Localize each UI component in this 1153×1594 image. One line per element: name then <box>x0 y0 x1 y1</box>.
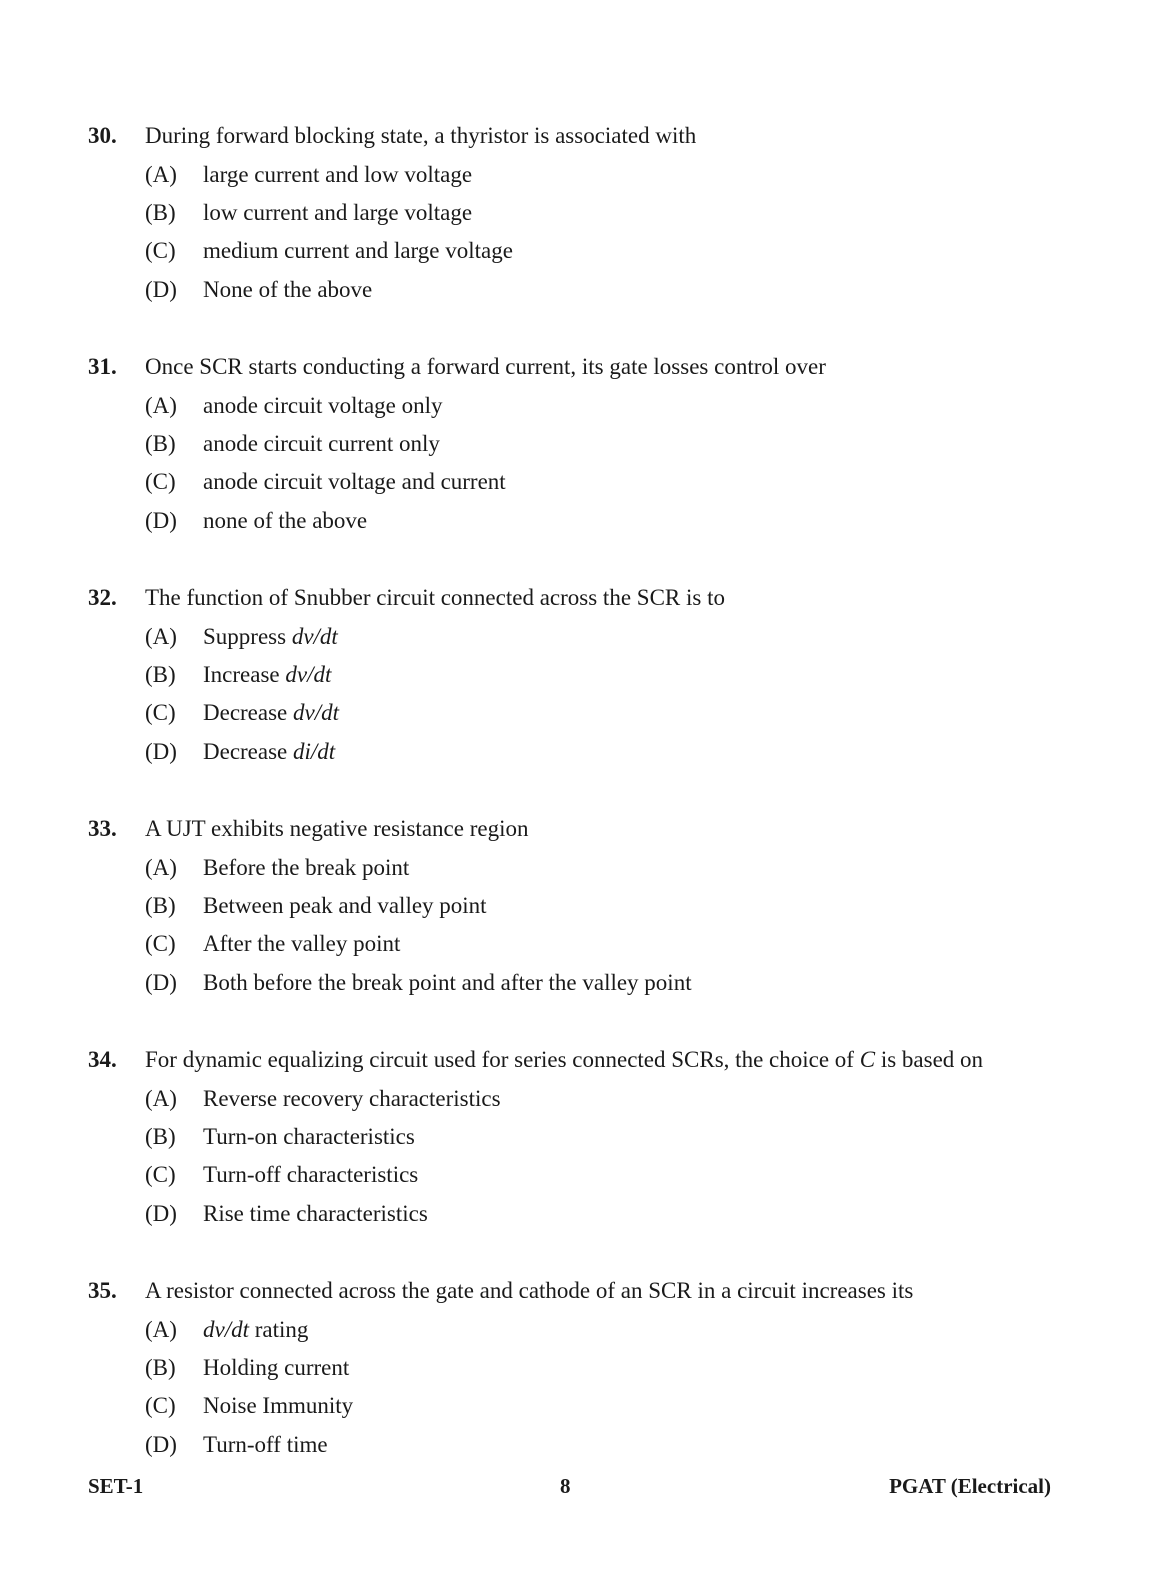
option-b <box>0 891 1153 921</box>
option-c <box>0 1160 1153 1190</box>
option-b <box>0 429 1153 459</box>
set-label: SET-1 <box>88 1474 144 1498</box>
option-text-plain: rating <box>249 1317 309 1342</box>
option-d <box>0 275 1153 305</box>
option-a <box>0 622 1153 652</box>
option-label: (C) <box>145 238 176 263</box>
option-label: (A) <box>145 162 177 187</box>
option-label: (C) <box>145 931 176 956</box>
option-c <box>0 929 1153 959</box>
option-a <box>0 1084 1153 1114</box>
option-b <box>0 1122 1153 1152</box>
option-label: (B) <box>145 1355 176 1380</box>
option-text-italic: dv/dt <box>203 1317 249 1342</box>
option-text <box>203 698 339 728</box>
option-label: (D) <box>145 1201 177 1226</box>
option-text-italic: di/dt <box>293 739 336 764</box>
option-b <box>0 660 1153 690</box>
option-label: (B) <box>145 893 176 918</box>
option-label: (D) <box>145 1432 177 1457</box>
option-text-plain: Suppress <box>203 624 292 649</box>
option-label: (C) <box>145 1162 176 1187</box>
question-number: 32. <box>88 585 117 610</box>
question-number: 33. <box>88 816 117 841</box>
question-stem: A resistor connected across the gate and cathode of an SCR in a circuit increases its <box>145 1278 914 1303</box>
option-text-italic: dv/dt <box>285 662 332 687</box>
option-text-italic: dv/dt <box>291 624 338 649</box>
option-text-plain: Increase <box>203 662 286 687</box>
option-label: (A) <box>145 855 177 880</box>
option-a <box>0 160 1153 190</box>
option-label: (D) <box>145 970 177 995</box>
option-label: (A) <box>145 393 177 418</box>
option-text: anode circuit voltage only <box>203 393 443 418</box>
option-d <box>0 506 1153 536</box>
option-label: (A) <box>145 624 177 649</box>
option-text: Turn-off characteristics <box>203 1162 419 1187</box>
option-text <box>203 622 338 652</box>
option-a <box>0 1315 1153 1345</box>
option-c <box>0 236 1153 266</box>
question-stem: A UJT exhibits negative resistance region <box>145 816 529 841</box>
question-number: 31. <box>88 354 117 379</box>
question-stem: During forward blocking state, a thyristor is associated with <box>145 123 697 148</box>
option-text: Rise time characteristics <box>203 1201 428 1226</box>
option-c <box>0 467 1153 497</box>
option-text: Holding current <box>203 1355 350 1380</box>
option-text <box>203 1315 308 1345</box>
option-b <box>0 1353 1153 1383</box>
option-text: Turn-off time <box>203 1432 328 1457</box>
option-text: anode circuit current only <box>203 431 440 456</box>
page-footer <box>0 1471 1153 1501</box>
question-stem: The function of Snubber circuit connected across the SCR is to <box>145 585 725 610</box>
page-number: 8 <box>560 1474 571 1498</box>
option-text: medium current and large voltage <box>203 238 513 263</box>
option-c <box>0 698 1153 728</box>
option-text: After the valley point <box>203 931 401 956</box>
option-text: anode circuit voltage and current <box>203 469 506 494</box>
option-d <box>0 1199 1153 1229</box>
option-d <box>0 737 1153 767</box>
option-label: (C) <box>145 1393 176 1418</box>
option-label: (B) <box>145 431 176 456</box>
option-text <box>203 660 331 690</box>
option-text <box>203 737 335 767</box>
option-label: (B) <box>145 1124 176 1149</box>
option-text: None of the above <box>203 277 373 302</box>
stem-text-plain: is based on <box>875 1047 984 1072</box>
option-d <box>0 1430 1153 1460</box>
question-number: 35. <box>88 1278 117 1303</box>
option-label: (A) <box>145 1317 177 1342</box>
option-label: (A) <box>145 1086 177 1111</box>
question-stem <box>145 1045 983 1075</box>
option-text: Both before the break point and after the valley point <box>203 970 692 995</box>
question-number: 34. <box>88 1047 117 1072</box>
option-label: (D) <box>145 277 177 302</box>
option-text: Noise Immunity <box>203 1393 354 1418</box>
option-text: low current and large voltage <box>203 200 473 225</box>
question-number: 30. <box>88 123 117 148</box>
option-text: Before the break point <box>203 855 410 880</box>
option-text: Between peak and valley point <box>203 893 487 918</box>
option-a <box>0 391 1153 421</box>
option-text: large current and low voltage <box>203 162 473 187</box>
stem-text-italic: C <box>859 1047 876 1072</box>
option-a <box>0 853 1153 883</box>
option-b <box>0 198 1153 228</box>
option-c <box>0 1391 1153 1421</box>
option-text: Turn-on characteristics <box>203 1124 415 1149</box>
option-text: Reverse recovery characteristics <box>203 1086 501 1111</box>
exam-title: PGAT (Electrical) <box>889 1474 1051 1498</box>
option-label: (B) <box>145 200 176 225</box>
option-label: (C) <box>145 469 176 494</box>
option-text-plain: Decrease <box>203 739 294 764</box>
option-text: none of the above <box>203 508 368 533</box>
option-text-plain: Decrease <box>203 700 294 725</box>
option-label: (C) <box>145 700 176 725</box>
option-text-italic: dv/dt <box>293 700 340 725</box>
stem-text-plain: For dynamic equalizing circuit used for series connected SCRs, the choice of <box>145 1047 860 1072</box>
option-label: (D) <box>145 739 177 764</box>
option-label: (D) <box>145 508 177 533</box>
option-d <box>0 968 1153 998</box>
option-label: (B) <box>145 662 176 687</box>
question-stem: Once SCR starts conducting a forward current, its gate losses control over <box>145 354 826 379</box>
